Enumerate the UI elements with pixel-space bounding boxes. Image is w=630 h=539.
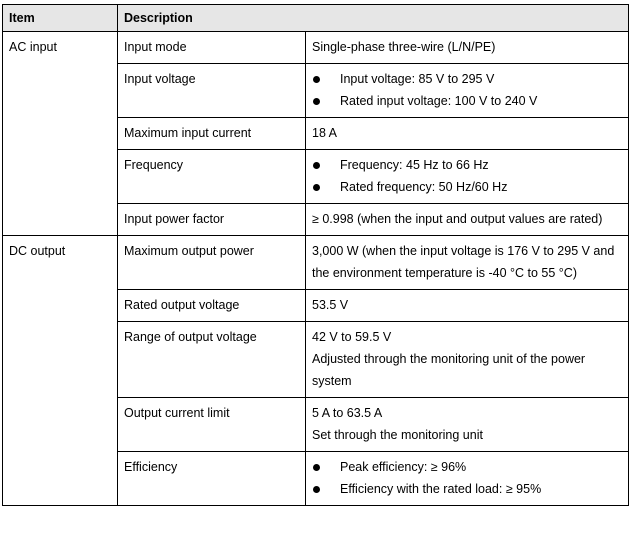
bullet-dot-icon — [313, 162, 320, 169]
table-row — [3, 32, 629, 64]
bullet-list — [312, 456, 622, 500]
row-value — [306, 150, 629, 204]
group-item-ac-input: AC input — [3, 32, 118, 236]
bullet-item — [312, 68, 622, 90]
bullet-list — [312, 68, 622, 112]
row-label: Maximum output power — [118, 236, 306, 290]
bullet-item — [312, 176, 622, 198]
spec-table — [2, 4, 629, 506]
row-label: Input power factor — [118, 204, 306, 236]
row-label: Range of output voltage — [118, 322, 306, 398]
bullet-text: Efficiency with the rated load: ≥ 95% — [340, 482, 542, 496]
row-value: 3,000 W (when the input voltage is 176 V to 295 V and the environment temperature is -40 °C to 55 °C) — [306, 236, 629, 290]
row-value — [306, 398, 629, 452]
header-description: Description — [118, 5, 629, 32]
bullet-item — [312, 90, 622, 112]
bullet-dot-icon — [313, 98, 320, 105]
bullet-text: Frequency: 45 Hz to 66 Hz — [340, 158, 489, 172]
row-label: Rated output voltage — [118, 290, 306, 322]
value-line: 42 V to 59.5 V — [312, 330, 392, 344]
bullet-dot-icon — [313, 76, 320, 83]
header-item: Item — [3, 5, 118, 32]
row-label: Input voltage — [118, 64, 306, 118]
row-value: 18 A — [306, 118, 629, 150]
bullet-item — [312, 154, 622, 176]
header-row — [3, 5, 629, 32]
bullet-item — [312, 478, 622, 500]
value-line: 5 A to 63.5 A — [312, 406, 383, 420]
row-value — [306, 452, 629, 506]
row-value: Single-phase three-wire (L/N/PE) — [306, 32, 629, 64]
bullet-item — [312, 456, 622, 478]
bullet-list — [312, 154, 622, 198]
row-label: Maximum input current — [118, 118, 306, 150]
row-label: Input mode — [118, 32, 306, 64]
value-line: Set through the monitoring unit — [312, 428, 483, 442]
row-value: 53.5 V — [306, 290, 629, 322]
bullet-dot-icon — [313, 184, 320, 191]
row-label: Frequency — [118, 150, 306, 204]
row-label: Efficiency — [118, 452, 306, 506]
bullet-dot-icon — [313, 486, 320, 493]
row-value — [306, 322, 629, 398]
group-item-dc-output: DC output — [3, 236, 118, 506]
row-value — [306, 64, 629, 118]
bullet-text: Rated frequency: 50 Hz/60 Hz — [340, 180, 508, 194]
bullet-text: Input voltage: 85 V to 295 V — [340, 72, 495, 86]
bullet-text: Peak efficiency: ≥ 96% — [340, 460, 467, 474]
bullet-dot-icon — [313, 464, 320, 471]
row-value: ≥ 0.998 (when the input and output values are rated) — [306, 204, 629, 236]
bullet-text: Rated input voltage: 100 V to 240 V — [340, 94, 538, 108]
table-row — [3, 236, 629, 290]
row-label: Output current limit — [118, 398, 306, 452]
value-line: Adjusted through the monitoring unit of the power system — [312, 352, 586, 388]
